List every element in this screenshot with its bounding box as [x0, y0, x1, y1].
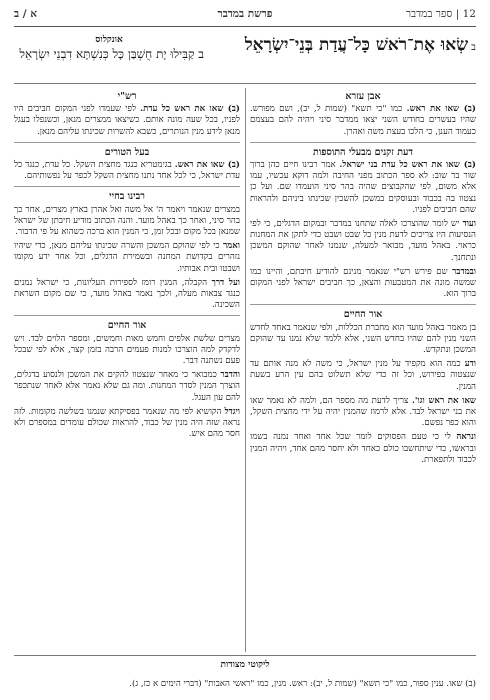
- commentary-paragraph: [250, 432, 476, 466]
- commentary-body: כי לפי שהוקם המשכן והשרה שכינתו עליהם מנאן, כדי שיהיו נזהרים בקדושת המחנה ובשמירת הדגלים, וכל אחד ידע מקומו ושבטו ובית אבותיו.: [14, 241, 240, 274]
- running-header: [14, 8, 476, 26]
- commentary-body: צריך לדעת מה מספר הם, ולמה לא נאמר שאו את בני ישראל לבד. אלא לרמוז שהמנין יהיה על ידי מחצית השקל, והוא כפר נפשם.: [250, 395, 476, 429]
- commentary-paragraph: [250, 219, 476, 264]
- dibur-hamatchil: ועוד: [462, 219, 476, 230]
- verse-number: ב: [471, 42, 476, 53]
- commentary-paragraph: [250, 396, 476, 430]
- dibur-hamatchil: (ב) שאו את ראש כל עדת.: [140, 104, 240, 115]
- commentary-paragraph: [250, 267, 476, 301]
- bottom-section-title: ליקוטי מצודות: [220, 660, 270, 670]
- dibur-hamatchil: שאו את ראש וגו'.: [411, 395, 476, 406]
- commentary-body: לי כי טעם הפסוקים לומר שכל אחד ואחד נמנה בשמו ובראשו, כדי שיתחשבו כולם כאחד ולא יחסר מהם אחד, ויהיה המנין לכבוד ולתפארת.: [250, 432, 476, 465]
- dibur-hamatchil: (ב) שאו את ראש.: [174, 160, 240, 171]
- verse-text: [221, 34, 476, 59]
- commentary-body: במצרים שנאמר ויאמר ה' אל משה ואל אהרן בארץ מצרים, אחר כך בהר סיני, ואחר כך באהל מועד. והנה הכתוב מודיע חיבתן של ישראל שמנאן בכל מקום ובכל זמן, כי המנין הוא ברכה כשהוא על פי הדבור.: [14, 204, 240, 238]
- verse-words: שְׂאוּ אֶת־רֹאשׁ כָּל־עֲדַת בְּנֵי־יִשְׂרָאֵל: [244, 35, 469, 55]
- commentary-paragraph: [250, 160, 476, 216]
- section-divider: [250, 142, 476, 143]
- header-rule: [14, 26, 476, 27]
- commentary-paragraph: [14, 241, 240, 275]
- commentary-body: שם פירש רש"י שנאמר מנינם להודיע חיבתם, והיינו כמו שמשה מונה את המטבעות והצאן, כך חביבים ישראל לפני המקום ברוך הוא.: [250, 266, 476, 300]
- commentary-paragraph: [14, 160, 240, 182]
- bottom-section-text: (ב) שאו. ענין ספור, כמו "כי תשא" (שמות ל, יב): ראש. מנין, כמו "ראשי האבות" (דברי הימים א כז, ג).: [129, 679, 476, 689]
- section-divider: [14, 315, 240, 316]
- commentary-title: רש"י: [117, 91, 137, 102]
- commentary-paragraph: [14, 278, 240, 312]
- section-divider: [14, 142, 240, 143]
- dibur-hamatchil: ונראה: [456, 432, 476, 443]
- commentary-paragraph: [14, 205, 240, 239]
- commentary-paragraph: [14, 334, 240, 368]
- commentary-title: רבינו בחיי: [109, 191, 145, 203]
- dibur-hamatchil: ואמר: [222, 241, 240, 252]
- column-separator: [245, 88, 246, 652]
- dibur-hamatchil: ודע: [464, 359, 476, 370]
- commentary-body: כמו "כי תשא" (שמות ל, יב), ושם מפורש. שהיו בעשרים בחודש השני יצאו ממדבר סיני ויהיה להם בעצמם כעמוד הענן, כי הלכו בעצת משה ואהרן.: [250, 104, 476, 137]
- dibur-hamatchil: והדבר: [220, 370, 240, 381]
- bottom-rule: [14, 655, 476, 656]
- commentary-body: כמה הוא מקפיד על מנין ישראל, כי משה לא מנה אותם עד שנצטוה בפירוש, וכל זה כדי שלא תשלוט בהם עין הרע בשעת המנין.: [250, 359, 476, 392]
- commentary-paragraph: [250, 104, 476, 138]
- commentary-body: כמבואר כי מאחר שנצטוו להקים את המשכן ולנסוע בדגלים, הוצרך המנין לסדר המחנות. ומה גם שלא נאמר אלא לאחר שנתכפר להם עון העגל.: [14, 370, 240, 403]
- header-book: 12 | ספר במדבר: [405, 8, 476, 20]
- commentary-body: אמר רבינו חיים כהן ברוך שור בר שוב: לא ספר הכתוב מפני החיבה ולמה דוקא עכשיו, עמו אלא משום, לפי שהקבוצים שהיה בהר סיני הועמדו שם. ועל כן נצטוו בה בכבוד ובעוסקים במשכן להשכין שכינתו ביניהם ולהראות שהם חביבים לפניו.: [250, 160, 476, 215]
- section-divider: [250, 304, 476, 305]
- commentary-body: בן מאמר באהל מועד הוא מחברת הכללות, ולפי שנאמר באחד לחדש השני מנין להם שהיו בחדש השני, אלא ללמד שלא נמנו עד שהוקם המשכן ונתקדש.: [250, 322, 476, 356]
- page-number: 12: [462, 8, 476, 20]
- commentary-title: אבן עזרא: [345, 91, 381, 102]
- commentary-paragraph: [14, 370, 240, 404]
- parasha-title: פרשת במדבר: [217, 8, 273, 20]
- commentary-paragraph: [250, 359, 476, 393]
- onkelos-title: אונקלוס: [95, 35, 123, 45]
- commentary-paragraph: [14, 104, 240, 138]
- commentary-body: יש לומר שהוצרכו לאלה שתחנו במדבר ובמקום הדגלים, כי לפי הנסיעות היו צריכים לדעת מנין כל שבט ושבט כדי לתקן את המחנות כראוי. באהל מועד, מבואר למעלה, שנמנו לאחר שהוקם המשכן ונתחנך.: [250, 219, 476, 263]
- commentary-title: אור החיים: [107, 320, 147, 332]
- dibur-hamatchil: ועל דרך: [211, 277, 240, 288]
- section-divider: [14, 186, 240, 187]
- dibur-hamatchil: ויגדל: [224, 406, 240, 417]
- commentary-title: אור החיים: [343, 309, 383, 321]
- commentary-title: בעל הטורים: [104, 146, 150, 158]
- commentary-body: בגימטריא כנגד מחצית השקל. כל עדת, כנגד כל עדת ישראל, כי לכל אחד נתנו מחצית השקל לכפר על נפשותיהם.: [14, 160, 240, 182]
- commentary-body: הקושיא לפי מה שנאמר בפסיקתא שנמנו בשלשה מקומות. לזה נראה שזה היה מנין של כבוד, להראות שכולם עומדים במספרם ולא חסר מהם איש.: [14, 406, 240, 440]
- right-column: [250, 88, 476, 652]
- commentary-body: מצרים שלשת אלפים וחמש מאות וחמשים, ומספר הלוים לבד. ויש לדקדק למה הוצרכו למנות פעמים הרבה בזמן קצר, אלא לפי שבכל פעם נשתנה דבר.: [14, 333, 240, 367]
- commentary-body: הקבלה, המנין רומז לספירות העליונות, כי ישראל נמנים כנגד צבאות מעלה, ולכך נאמר באהל מועד, כי שם מקום השראת השכינה.: [14, 277, 240, 311]
- onkelos-text: ב קַבִּילוּ יָת חֻשְׁבַּן כָּל כְּנִשְׁתָּא דִבְנֵי יִשְׂרָאֵל: [19, 47, 204, 61]
- dibur-hamatchil: ובמדבר: [452, 266, 476, 277]
- chapter-verse: א / ב: [14, 8, 37, 20]
- left-column: [14, 88, 240, 652]
- dibur-hamatchil: (ב) שאו את ראש.: [406, 104, 476, 115]
- dibur-hamatchil: (ב) שאו את ראש כל עדת בני ישראל.: [339, 160, 476, 171]
- commentary-title: דעת זקנים מבעלי התוספות: [313, 146, 413, 158]
- commentary-paragraph: [250, 323, 476, 357]
- commentary-paragraph: [14, 407, 240, 441]
- commentary-body: לפי שעמדו לפני המקום חביבים היו לפניו, בכל שעה מונה אותם. כשיצאו ממצרים מנאן, וכשנפלו בעגל מנאן לידע מנין הנותרים, כשבא להשרות שכינתו עליהם מנאן.: [14, 104, 240, 137]
- verse-rule: [14, 83, 476, 84]
- book-title: ספר במדבר: [405, 8, 453, 20]
